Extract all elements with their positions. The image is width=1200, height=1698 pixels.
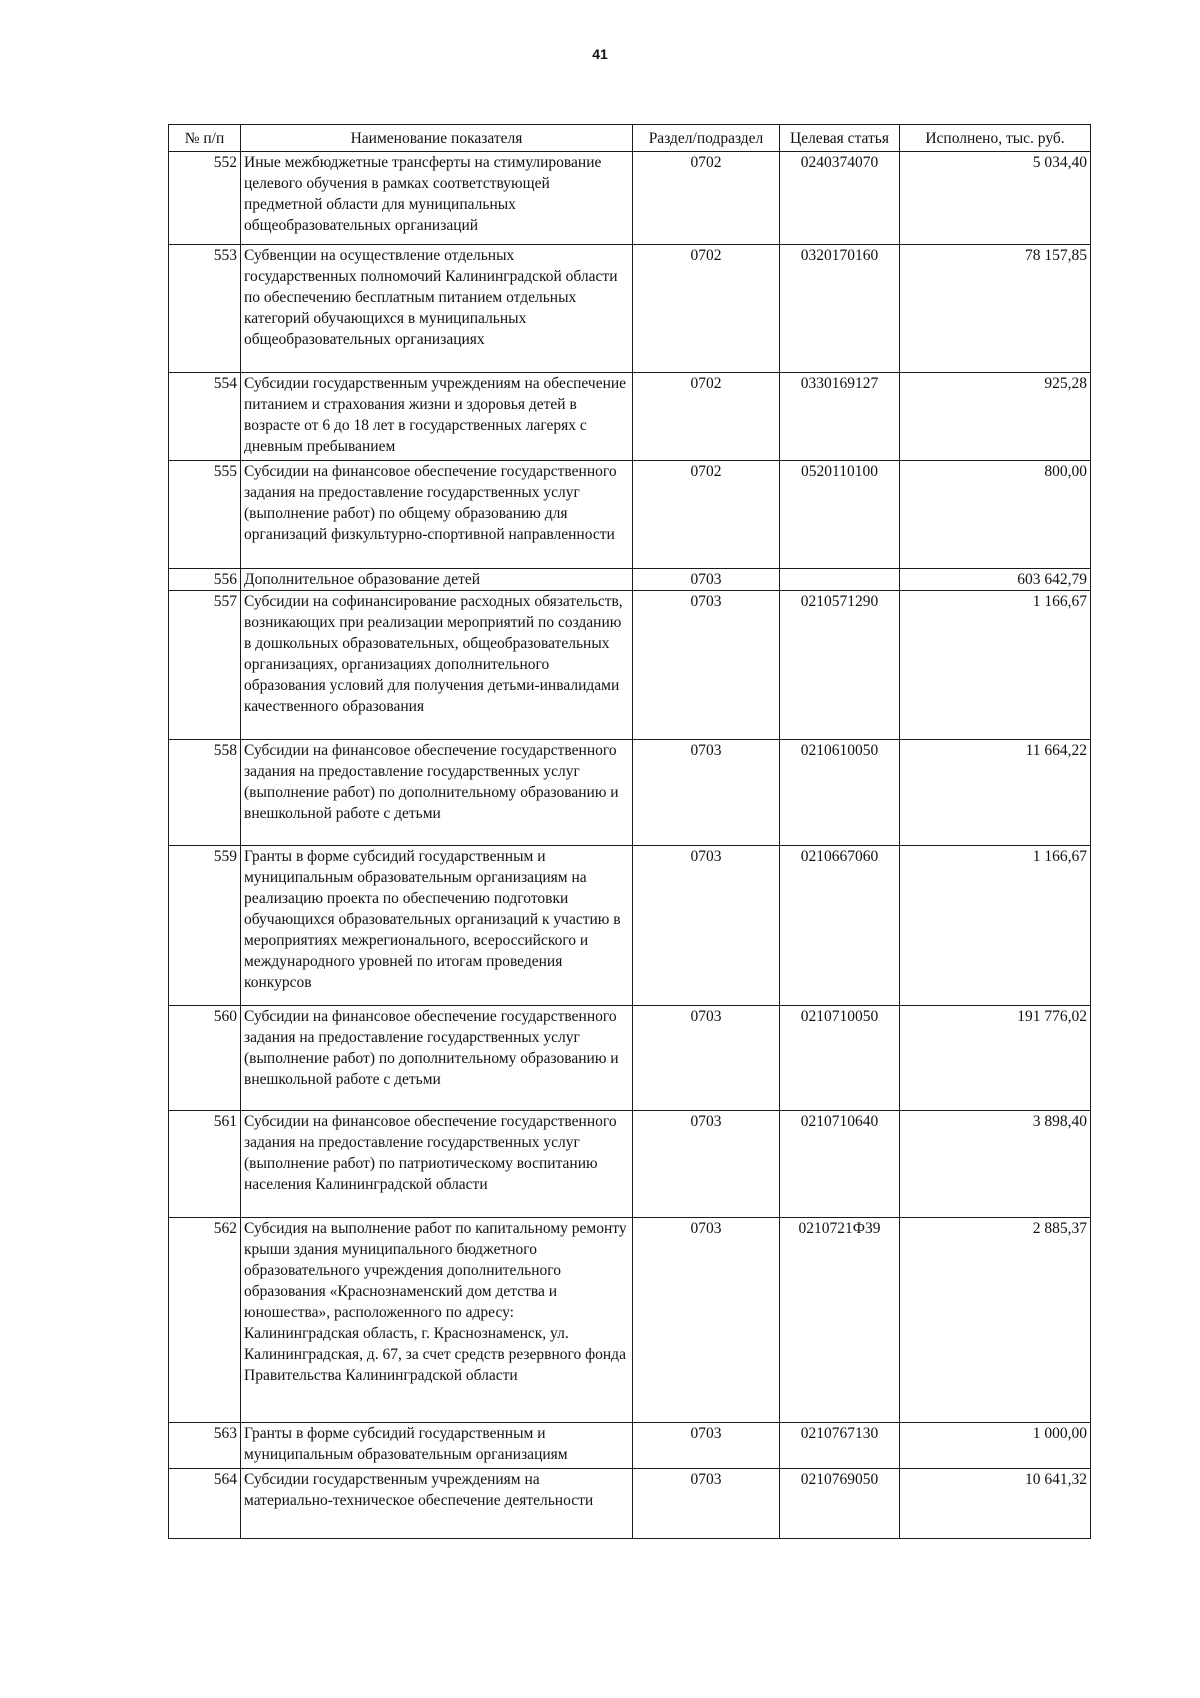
row-section: 0703 <box>633 740 780 846</box>
row-section: 0703 <box>633 1423 780 1469</box>
page-number: 41 <box>592 46 608 62</box>
row-num: 564 <box>169 1469 241 1539</box>
row-section: 0703 <box>633 569 780 591</box>
table-row <box>169 1469 1091 1539</box>
row-num: 554 <box>169 373 241 461</box>
row-name: Иные межбюджетные трансферты на стимулирование целевого обучения в рамках соответствующей предметной области для муниципальных общеобразовательных организаций <box>241 152 633 245</box>
table-row <box>169 740 1091 846</box>
row-num: 553 <box>169 245 241 373</box>
row-article: 0210710050 <box>780 1006 900 1111</box>
row-value: 11 664,22 <box>900 740 1091 846</box>
row-num: 555 <box>169 461 241 569</box>
row-num: 557 <box>169 591 241 740</box>
row-num: 556 <box>169 569 241 591</box>
row-article: 0210769050 <box>780 1469 900 1539</box>
row-section: 0703 <box>633 1111 780 1218</box>
row-value: 2 885,37 <box>900 1218 1091 1423</box>
row-value: 800,00 <box>900 461 1091 569</box>
row-section: 0703 <box>633 1218 780 1423</box>
row-value: 10 641,32 <box>900 1469 1091 1539</box>
row-name: Гранты в форме субсидий государственным и муниципальным образовательным организациям на реализацию проекта по обеспечению подготовки обучающихся образовательных организаций к участию в мероприятиях межрегионального, всероссийского и международного уровней по итогам проведения конкурсов <box>241 846 633 1006</box>
header-section: Раздел/подраздел <box>633 125 780 152</box>
row-value: 603 642,79 <box>900 569 1091 591</box>
row-article: 0330169127 <box>780 373 900 461</box>
row-name: Субсидии на финансовое обеспечение государственного задания на предоставление государственных услуг (выполнение работ) по дополнительному образованию и внешкольной работе с детьми <box>241 740 633 846</box>
row-name: Субсидии государственным учреждениям на материально-техническое обеспечение деятельности <box>241 1469 633 1539</box>
row-name: Гранты в форме субсидий государственным и муниципальным образовательным организациям <box>241 1423 633 1469</box>
table-row <box>169 1111 1091 1218</box>
table-row <box>169 846 1091 1006</box>
table-row <box>169 1423 1091 1469</box>
row-num: 558 <box>169 740 241 846</box>
header-num: № п/п <box>169 125 241 152</box>
row-article: 0210710640 <box>780 1111 900 1218</box>
row-value: 5 034,40 <box>900 152 1091 245</box>
budget-execution-table <box>168 124 1091 1539</box>
table-row <box>169 1218 1091 1423</box>
row-value: 1 000,00 <box>900 1423 1091 1469</box>
row-section: 0702 <box>633 245 780 373</box>
row-num: 560 <box>169 1006 241 1111</box>
row-name: Субсидии на финансовое обеспечение государственного задания на предоставление государственных услуг (выполнение работ) по патриотическому воспитанию населения Калининградской области <box>241 1111 633 1218</box>
table-row <box>169 152 1091 245</box>
table-row <box>169 1006 1091 1111</box>
row-section: 0702 <box>633 461 780 569</box>
row-value: 78 157,85 <box>900 245 1091 373</box>
row-article: 0210767130 <box>780 1423 900 1469</box>
table-row <box>169 591 1091 740</box>
row-article: 0210721Ф39 <box>780 1218 900 1423</box>
row-section: 0703 <box>633 1006 780 1111</box>
header-name: Наименование показателя <box>241 125 633 152</box>
table-row <box>169 245 1091 373</box>
row-section: 0703 <box>633 846 780 1006</box>
row-name: Субсидии на финансовое обеспечение государственного задания на предоставление государственных услуг (выполнение работ) по общему образованию для организаций физкультурно-спортивной направленности <box>241 461 633 569</box>
row-num: 561 <box>169 1111 241 1218</box>
row-num: 559 <box>169 846 241 1006</box>
row-article: 0210610050 <box>780 740 900 846</box>
row-name: Субсидии государственным учреждениям на обеспечение питанием и страхования жизни и здоровья детей в возрасте от 6 до 18 лет в государственных лагерях с дневным пребыванием <box>241 373 633 461</box>
row-name: Субвенции на осуществление отдельных государственных полномочий Калининградской области по обеспечению бесплатным питанием отдельных категорий обучающихся в муниципальных общеобразовательных организациях <box>241 245 633 373</box>
table-body <box>169 152 1091 1539</box>
table-header <box>169 125 1091 152</box>
header-value: Исполнено, тыс. руб. <box>900 125 1091 152</box>
row-value: 1 166,67 <box>900 846 1091 1006</box>
row-section: 0703 <box>633 591 780 740</box>
header-row <box>169 125 1091 152</box>
row-section: 0702 <box>633 152 780 245</box>
row-num: 552 <box>169 152 241 245</box>
row-article: 0240374070 <box>780 152 900 245</box>
row-value: 191 776,02 <box>900 1006 1091 1111</box>
row-value: 3 898,40 <box>900 1111 1091 1218</box>
row-article <box>780 569 900 591</box>
header-article: Целевая статья <box>780 125 900 152</box>
row-section: 0703 <box>633 1469 780 1539</box>
row-article: 0210571290 <box>780 591 900 740</box>
row-num: 562 <box>169 1218 241 1423</box>
row-article: 0320170160 <box>780 245 900 373</box>
row-article: 0210667060 <box>780 846 900 1006</box>
row-section: 0702 <box>633 373 780 461</box>
row-name: Субсидии на финансовое обеспечение государственного задания на предоставление государственных услуг (выполнение работ) по дополнительному образованию и внешкольной работе с детьми <box>241 1006 633 1111</box>
row-article: 0520110100 <box>780 461 900 569</box>
table-row <box>169 373 1091 461</box>
table-row <box>169 461 1091 569</box>
row-value: 925,28 <box>900 373 1091 461</box>
row-name: Субсидии на софинансирование расходных обязательств, возникающих при реализации мероприятий по созданию в дошкольных образовательных, общеобразовательных организациях, организациях дополнительного образования условий для получения детьми-инвалидами качественного образования <box>241 591 633 740</box>
table-row <box>169 569 1091 591</box>
row-name: Дополнительное образование детей <box>241 569 633 591</box>
row-name: Субсидия на выполнение работ по капитальному ремонту крыши здания муниципального бюджетного образовательного учреждения дополнительного образования «Краснознаменский дом детства и юношества», расположенного по адресу: Калининградская область, г. Краснознаменск, ул. Калининградская, д. 67, за счет средств резервного фонда Правительства Калининградской области <box>241 1218 633 1423</box>
row-num: 563 <box>169 1423 241 1469</box>
row-value: 1 166,67 <box>900 591 1091 740</box>
